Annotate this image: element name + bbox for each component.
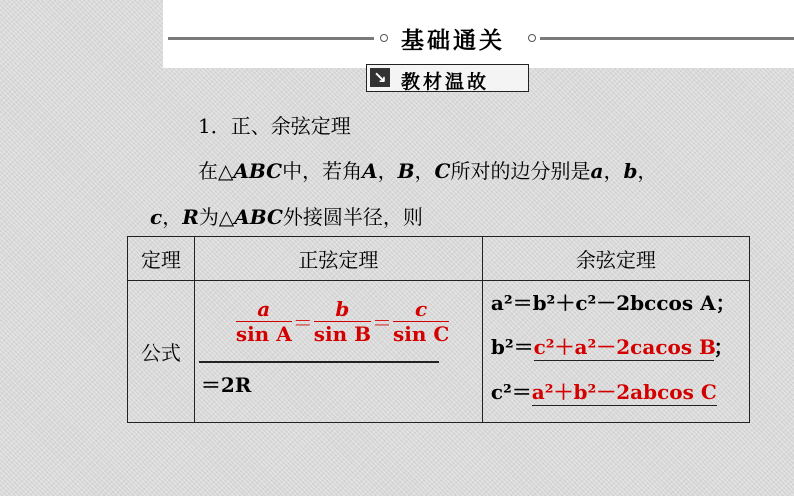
cosine-rule-line-3: c²＝a²＋b²－2abcos C xyxy=(491,376,717,406)
intro-line-1: 在△ABC中，若角A，B，C所对的边分别是a，b， xyxy=(198,159,658,183)
table-row xyxy=(128,281,750,423)
section-title: 基础通关 xyxy=(401,28,505,54)
cosine-rule-line-1: a²＝b²＋c²－2bccos A； xyxy=(490,291,736,315)
banner-rule-left xyxy=(168,37,374,40)
sine-rule-fractions: $\frac{a}{\text{sin A}}$ ＝ $\frac{b}{\text{sin B}}$ ＝ $\frac{c}{\text{sin C}}$ xyxy=(235,297,450,346)
fraction-a: $\frac{a}{\text{sin A}}$ xyxy=(235,297,292,346)
banner-dot-right xyxy=(528,34,536,42)
cosine-rule-cell xyxy=(482,281,749,423)
section-heading: 1．正、余弦定理 xyxy=(198,114,351,138)
answer-underline xyxy=(199,361,439,363)
table-header-row xyxy=(128,237,750,281)
cosine-rule-line-2: b²＝c²＋a²－2cacos B； xyxy=(491,331,734,361)
arrow-down-right-icon: ↘ xyxy=(370,68,390,87)
fraction-c: $\frac{c}{\text{sin C}}$ xyxy=(392,297,450,346)
subsection-label: 教材温故 xyxy=(401,71,490,93)
sine-rule-cell xyxy=(194,281,482,423)
header-sine-rule: 正弦定理 xyxy=(194,237,482,281)
header-theorem: 定理 xyxy=(128,237,195,281)
theorem-table xyxy=(127,236,750,423)
answer-blank-b: c²＋a²－2cacos B xyxy=(534,331,714,361)
subsection-tag xyxy=(366,64,529,92)
sine-rule-tail: ＝2R xyxy=(200,373,252,397)
banner-rule-right xyxy=(540,37,794,40)
row-label-formula: 公式 xyxy=(128,281,195,423)
intro-line-2: c，R为△ABC外接圆半径，则 xyxy=(150,205,423,229)
header-cosine-rule: 余弦定理 xyxy=(482,237,749,281)
fraction-b: $\frac{b}{\text{sin B}}$ xyxy=(313,297,371,346)
answer-blank-c: a²＋b²－2abcos C xyxy=(532,376,717,406)
